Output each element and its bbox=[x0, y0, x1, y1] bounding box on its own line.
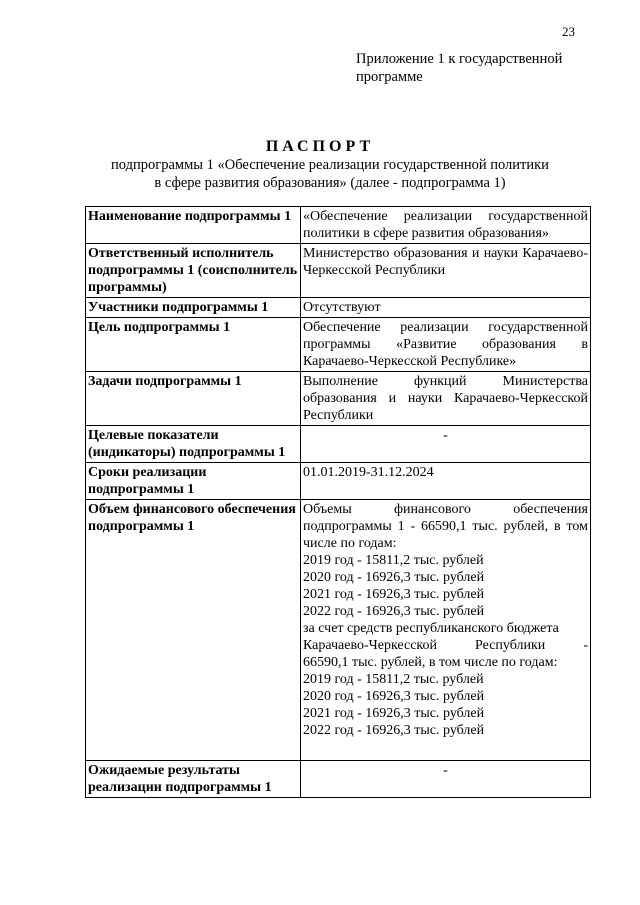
table-row bbox=[86, 207, 591, 244]
financing-year-budget: 2020 год - 16926,3 тыс. рублей bbox=[303, 689, 485, 704]
row-label: Цель подпрограммы 1 bbox=[86, 318, 301, 372]
financing-intro: Объемы финансового обеспечения подпрограммы 1 - 66590,1 тыс. рублей, в том числе по годам: bbox=[303, 502, 588, 551]
row-label: Ответственный исполнитель подпрограммы 1 (соисполнитель программы) bbox=[86, 244, 301, 298]
financing-year-budget: 2019 год - 15811,2 тыс. рублей bbox=[303, 672, 484, 687]
row-value: Министерство образования и науки Карачаево-Черкесской Республики bbox=[301, 244, 591, 298]
financing-year-budget: 2022 год - 16926,3 тыс. рублей bbox=[303, 723, 485, 738]
table-row bbox=[86, 318, 591, 372]
table-row bbox=[86, 463, 591, 500]
financing-budget-line: 66590,1 тыс. рублей, в том числе по годам: bbox=[303, 655, 558, 670]
row-label: Объем финансового обеспечения подпрограммы 1 bbox=[86, 500, 301, 761]
subtitle-line: в сфере развития образования» (далее - подпрограмма 1) bbox=[154, 175, 506, 191]
subtitle-line: подпрограммы 1 «Обеспечение реализации государственной политики bbox=[111, 157, 549, 173]
page-number: 23 bbox=[562, 24, 575, 39]
row-label: Участники подпрограммы 1 bbox=[86, 298, 301, 318]
financing-year-total: 2021 год - 16926,3 тыс. рублей bbox=[303, 587, 485, 602]
row-value: Отсутствуют bbox=[301, 298, 591, 318]
row-label: Ожидаемые результаты реализации подпрограммы 1 bbox=[86, 761, 301, 798]
passport-table bbox=[85, 206, 591, 798]
row-label: Целевые показатели (индикаторы) подпрограммы 1 bbox=[86, 426, 301, 463]
row-value: Обеспечение реализации государственной программы «Развитие образования в Карачаево-Черкесской Республике» bbox=[301, 318, 591, 372]
row-value: Выполнение функций Министерства образования и науки Карачаево-Черкесской Республики bbox=[301, 372, 591, 426]
table-row bbox=[86, 372, 591, 426]
row-label: Наименование подпрограммы 1 bbox=[86, 207, 301, 244]
appendix-note bbox=[356, 50, 562, 86]
financing-year-total: 2019 год - 15811,2 тыс. рублей bbox=[303, 553, 484, 568]
document-title: ПАСПОРТ bbox=[265, 138, 375, 155]
table-row bbox=[86, 426, 591, 463]
table-row bbox=[86, 244, 591, 298]
row-value: 01.01.2019-31.12.2024 bbox=[301, 463, 591, 500]
appendix-line: программе bbox=[356, 69, 423, 85]
table-row bbox=[86, 298, 591, 318]
row-value: - bbox=[301, 761, 591, 798]
row-value: «Обеспечение реализации государственной политики в сфере развития образования» bbox=[301, 207, 591, 244]
appendix-line: Приложение 1 к государственной bbox=[356, 51, 563, 67]
row-value: - bbox=[301, 426, 591, 463]
table-row bbox=[86, 761, 591, 798]
financing-cell bbox=[301, 500, 591, 761]
document-subtitle bbox=[80, 156, 580, 192]
row-label: Задачи подпрограммы 1 bbox=[86, 372, 301, 426]
financing-budget-line: Карачаево-Черкесской Республики - bbox=[303, 638, 588, 653]
financing-year-budget: 2021 год - 16926,3 тыс. рублей bbox=[303, 706, 485, 721]
financing-budget-line: за счет средств республиканского бюджета bbox=[303, 621, 559, 636]
financing-year-total: 2022 год - 16926,3 тыс. рублей bbox=[303, 604, 485, 619]
row-label: Сроки реализации подпрограммы 1 bbox=[86, 463, 301, 500]
financing-year-total: 2020 год - 16926,3 тыс. рублей bbox=[303, 570, 485, 585]
table-row bbox=[86, 500, 591, 761]
